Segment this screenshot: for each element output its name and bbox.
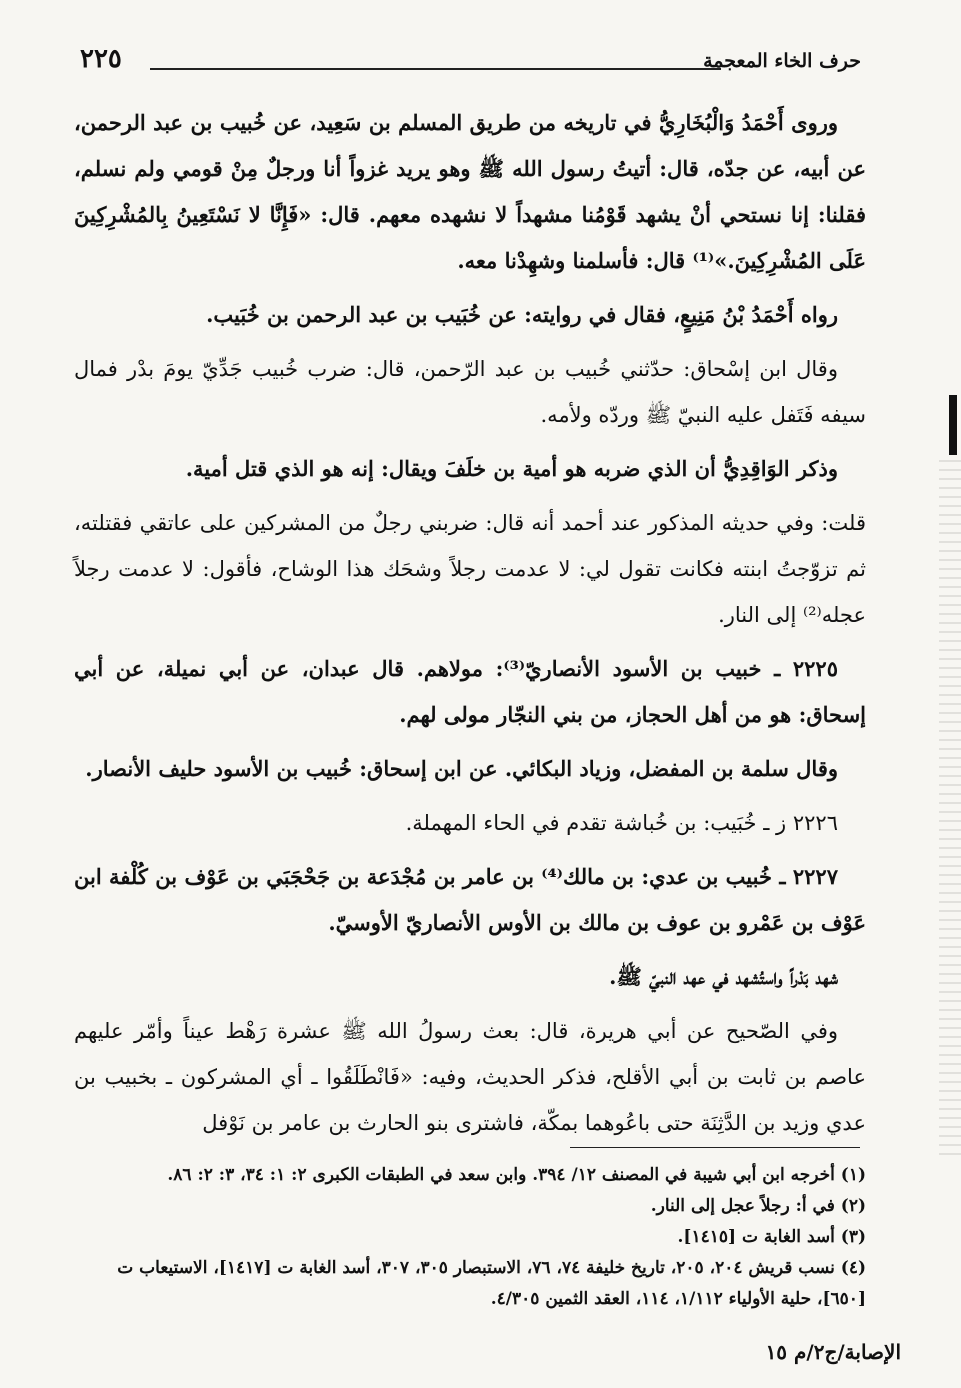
page-header [70,38,861,84]
main-text [74,100,866,1154]
footnote-rule [570,1147,860,1148]
footnotes [74,1160,866,1315]
paragraph: وذكر الوَاقِدِيُّ أن الذي ضربه هو أمية بن خلَفَ ويقال: إنه هو الذي قتل أمية. [185,456,838,481]
entry-2227: ٢٢٢٧ ـ خُبيب بن عدي: بن مالك⁽⁴⁾ بن عامر بن مُجْدَعة بن جَحْجَبَي بن عَوْف بن كُلْفة ابن عَوْف بن عَمْرو بن عوف بن مالك بن الأوس الأنصاريّ الأوسيّ. [74,864,866,935]
page-number: ٢٢٥ [80,44,122,74]
entry-2226: ٢٢٢٦ ز ـ خُبَيب: بن خُباشة تقدم في الحاء المهملة. [405,811,838,835]
signature-mark: الإصابة/ج٢/م ١٥ [765,1340,901,1364]
paragraph: وقال ابن إسْحاق: حدّثني خُبيب بن عبد الرّحمن، قال: ضرب خُبيب جَدِّيّ يومَ بدْر فمال سيفه فَتَفل عليه النبيّ ﷺ وردّه ولأمه. [74,357,866,427]
scan-edge-mark [949,395,957,455]
footnote: (٣) أسد الغابة ت [١٤١٥]. [677,1227,866,1247]
paragraph: وقال سلمة بن المفضل، وزياد البكائي. عن ابن إسحاق: خُبيب بن الأسود حليف الأنصار. [85,756,838,781]
paragraph: رواه أَحْمَدُ بْنُ مَنِيعٍ، فقال في روايته: عن خُبَيب بن عبد الرحمن بن خُبَيب. [206,302,838,327]
entry-2225: ٢٢٢٥ ـ خبيب بن الأسود الأنصاريّ⁽³⁾: مولاهم. قال عبدان، عن أبي نميلة، عن أبي إسحاق: هو من أهل الحجاز، من بني النجّار مولى لهم. [74,656,866,727]
running-title: حرف الخاء المعجمة [703,50,861,72]
paragraph: شهد بَدْراً واستُشهد في عهد النبيّ ﷺ. [609,964,838,989]
paragraph: وروى أَحْمَدُ وَالْبُخَارِيُّ في تاريخه من طريق المسلم بن سَعِيد، عن خُبيب بن عبد الرحمن، عن أبيه، عن جدّه، قال: أتيتُ رسول الله ﷺ وهو يريد غزواً أنا ورجلٌ مِنْ قومي ولم نسلم، فقلنا: إنا نستحي أنْ يشهد قَوْمُنا مشهداً لا نشهده معهم. قال: «فَإِنَّا لا نَسْتَعِينُ بِالمُشْرِكِينَ عَلَى المُشْرِكِينَ.»⁽¹⁾ قال: فأسلمنا وشهِدْنا معه. [74,110,866,273]
footnote: (٤) نسب قريش ٢٠٤، ٢٠٥، تاريخ خليفة ٧٤، ٧٦، الاستبصار ٣٠٥، ٣٠٧، أسد الغابة ت [١٤١٧]، الاستيعاب ت [٦٥٠]، حلية الأولياء ١/١١٢، ١١٤، العقد الثمين ٤/٣٠٥. [117,1258,866,1309]
footnote: (٢) في أ: رجلاً عجل إلى النار. [650,1196,866,1216]
footnote: (١) أخرجه ابن أبي شيبة في المصنف ١٢/ ٣٩٤. وابن سعد في الطبقات الكبرى ٢: ١: ٣٤، ٣: ٢: ٨٦. [167,1165,866,1185]
header-rule [150,68,721,70]
paragraph: وفي الصّحيح عن أبي هريرة، قال: بعث رسولُ الله ﷺ عشرة رَهْط عيناً وأمّر عليهم عاصم بن ثابت بن أبي الأقلح، فذكر الحديث، وفيه: «فَانْطَلَقُوا ـ أي المشركون ـ بخبيب بن عدي وزيد بن الدَّثِنَة حتى باعُوهما بمكّة، فاشترى بنو الحارث بن عامر بن نَوْفل [74,1019,866,1135]
scan-edge-noise [939,460,961,1160]
paragraph: قلت: وفي حديثه المذكور عند أحمد أنه قال: ضربني رجلٌ من المشركين على عاتقي فقتلته، ثم تزوّجتُ ابنته فكانت تقول لي: لا عدمت رجلاً وشحَك هذا الوشاح، فأقول: لا عدمت رجلاً عجله⁽²⁾ إلى النار. [74,511,866,627]
